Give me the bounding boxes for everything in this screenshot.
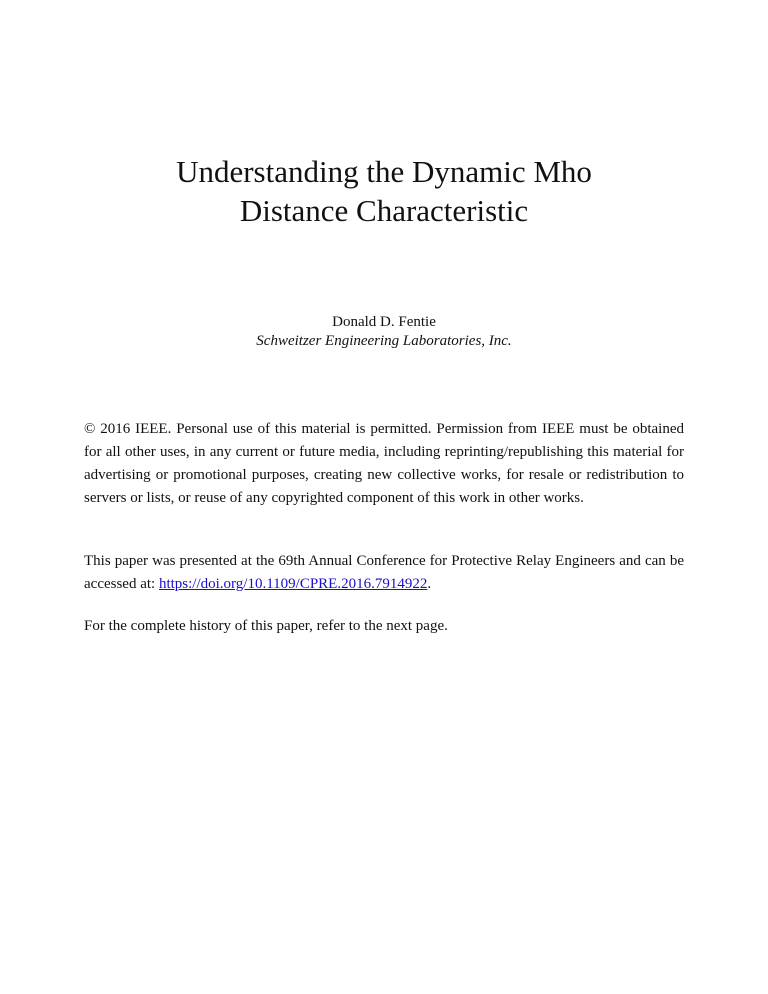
doi-link[interactable]: https://doi.org/10.1109/CPRE.2016.7914922 [158,576,428,592]
title-line-2: Distance Characteristic [239,193,529,228]
presentation-note [84,550,684,596]
copyright-notice: © 2016 IEEE. Personal use of this material is permitted. Permission from IEEE must be obtained for all other uses, in any current or future media, including reprinting/republishing this material for advertising or promotional purposes, creating new collective works, for resale or redistribution to servers or lists, or reuse of any copyrighted component of this work in other works. [84,421,684,506]
history-note: For the complete history of this paper, refer to the next page. [84,618,448,634]
paper-title [0,152,768,230]
presentation-period: . [427,576,432,592]
author-name: Donald D. Fentie [332,314,436,330]
presentation-text: This paper was presented at the 69th Annual Conference for Protective Relay Engineers and can be accessed at: [84,553,684,592]
author-affiliation: Schweitzer Engineering Laboratories, Inc. [256,333,512,349]
title-line-1: Understanding the Dynamic Mho [176,154,592,189]
